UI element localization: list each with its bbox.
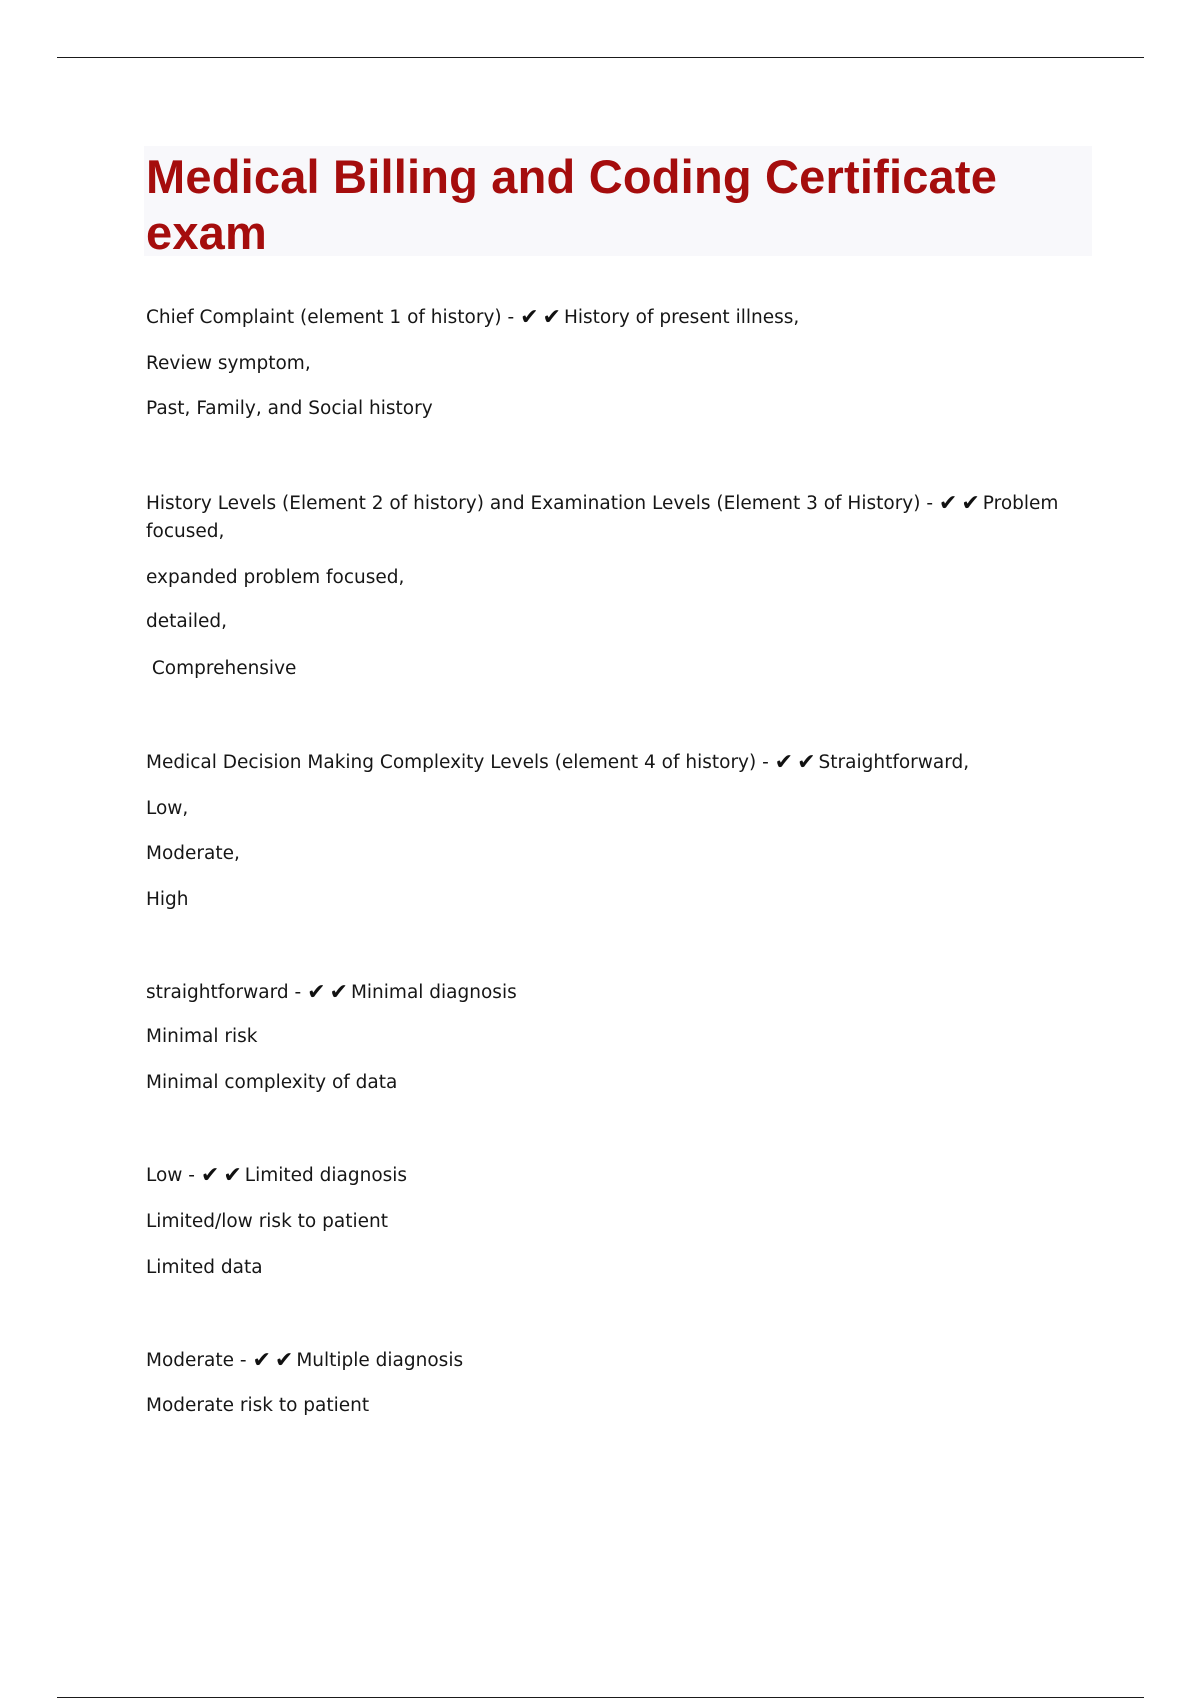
entry-answer: Minimal diagnosis [350, 982, 517, 1003]
check-icon: ✔ [200, 1163, 220, 1188]
entry-3-answer-line: High [146, 889, 189, 910]
entry-5-answer-line: Limited/low risk to patient [146, 1211, 388, 1232]
check-icon: ✔ [961, 491, 980, 516]
entry-answer: Problem focused, [146, 493, 1059, 542]
entry-6-answer-line: Moderate risk to patient [146, 1395, 370, 1416]
entry-2-answer-line: Comprehensive [146, 658, 297, 679]
entry-question: Medical Decision Making Complexity Levels (element 4 of history) - [146, 752, 769, 773]
entry-answer: Straightforward, [818, 752, 970, 773]
bottom-rule [57, 1697, 1144, 1698]
entry-answer: History of present illness, [563, 307, 800, 328]
entry-5-question-line [146, 1162, 407, 1190]
entry-answer: Limited diagnosis [244, 1165, 408, 1186]
entry-3-answer-line: Low, [146, 798, 189, 819]
entry-1-answer-line: Past, Family, and Social history [146, 398, 433, 419]
entry-4-answer-line: Minimal complexity of data [146, 1072, 398, 1093]
entry-3-question-line [146, 749, 969, 777]
check-icon: ✔ [329, 980, 348, 1005]
document-title: Medical Billing and Coding Certificate exam [146, 150, 998, 259]
entry-answer: Multiple diagnosis [296, 1350, 464, 1371]
check-icon: ✔ [797, 750, 816, 775]
entry-4-question-line [146, 979, 517, 1007]
entry-question: Chief Complaint (element 1 of history) - [146, 307, 515, 328]
check-icon: ✔ [542, 305, 561, 330]
entry-6-question-line [146, 1347, 463, 1375]
entry-1-answer-line: Review symptom, [146, 353, 311, 374]
entry-5-answer-line: Limited data [146, 1257, 263, 1278]
entry-1-question-line [146, 304, 799, 332]
entry-3-answer-line: Moderate, [146, 843, 240, 864]
entry-2-answer-line: detailed, [146, 611, 228, 632]
entry-2-question-line [146, 490, 1076, 546]
check-icon: ✔ [520, 305, 539, 330]
entry-2-answer-line: expanded problem focused, [146, 567, 405, 588]
entry-4-answer-line: Minimal risk [146, 1026, 258, 1047]
entry-question: Moderate - [146, 1350, 247, 1371]
check-icon: ✔ [252, 1348, 271, 1373]
entry-question: Low - [146, 1165, 195, 1186]
entry-question: History Levels (Element 2 of history) and Examination Levels (Element 3 of History) - [146, 493, 934, 514]
check-icon: ✔ [307, 980, 326, 1005]
check-icon: ✔ [774, 750, 794, 775]
entry-question: straightforward - [146, 982, 302, 1003]
check-icon: ✔ [274, 1348, 294, 1373]
title-banner [144, 146, 1092, 259]
check-icon: ✔ [223, 1163, 242, 1188]
check-icon: ✔ [938, 491, 958, 516]
top-rule [57, 57, 1144, 58]
